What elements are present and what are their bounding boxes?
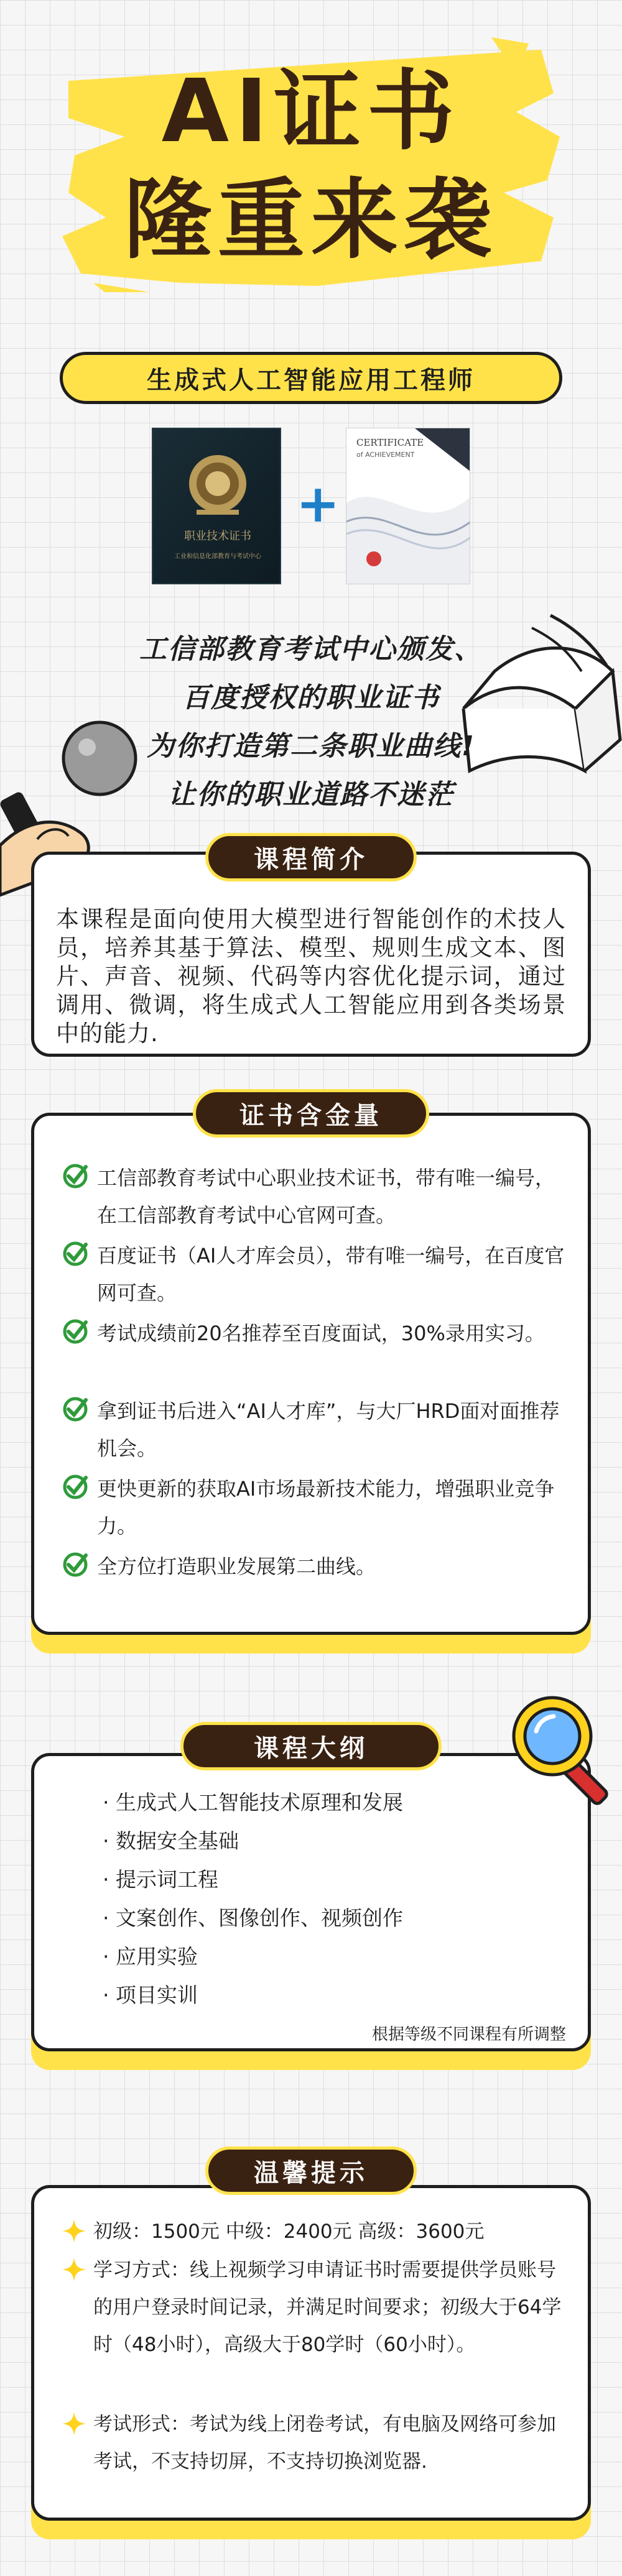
certificate-achievement-image xyxy=(346,428,470,584)
check-icon xyxy=(62,1318,88,1345)
hero-title-line1: AI证书 xyxy=(161,61,461,162)
outline-item: · 文案创作、图像创作、视频创作 xyxy=(103,1906,403,1930)
certificate-cover-image xyxy=(152,428,281,584)
tips-header: 温馨提示 xyxy=(205,2146,417,2195)
subtitle-pill: 生成式人工智能应用工程师 xyxy=(60,352,562,404)
star-icon xyxy=(62,2258,86,2281)
check-icon xyxy=(62,1241,88,1267)
check-icon xyxy=(62,1552,88,1578)
tagline-line-3: 为你打造第二条职业曲线! xyxy=(146,730,476,762)
value-item-text: 考试成绩前20名推荐至百度面试，30%录用实习。 xyxy=(97,1322,545,1345)
intro-text: 本课程是面向使用大模型进行智能创作的术技人员，培养其基于算法、模型、规则生成文本、图片、声音、视频、代码等内容优化提示词，通过调用、微调，将生成式人工智能应用到各类场景中的能力. xyxy=(56,906,566,1047)
tagline-line-4: 让你的职业道路不迷茫 xyxy=(168,779,454,811)
outline-header: 课程大纲 xyxy=(180,1722,442,1770)
value-item-text: 拿到证书后进入“AI人才库”，与大厂HRD面对面推荐机会。 xyxy=(97,1399,560,1460)
certificate-right-sub: of ACHIEVEMENT xyxy=(356,451,415,459)
outline-item: · 数据安全基础 xyxy=(103,1829,239,1853)
check-icon xyxy=(62,1163,88,1189)
outline-item: · 提示词工程 xyxy=(103,1867,218,1892)
value-item-text: 更快更新的获取AI市场最新技术能力，增强职业竞争力。 xyxy=(97,1477,555,1538)
value-item-text: 全方位打造职业发展第二曲线。 xyxy=(97,1555,376,1578)
outline-note: 根据等级不同课程有所调整 xyxy=(371,2025,566,2044)
tip-item-text: 学习方式：线上视频学习申请证书时需要提供学员账号的用户登录时间记录，并满足时间要求；初级大于64学时（48小时），高级大于80学时（60小时）。 xyxy=(93,2259,562,2356)
value-item-text: 工信部教育考试中心职业技术证书，带有唯一编号，在工信部教育考试中心官网可查。 xyxy=(97,1166,555,1227)
certificate-emblem-icon xyxy=(153,429,282,586)
value-header: 证书含金量 xyxy=(193,1089,429,1138)
star-icon xyxy=(62,2412,86,2436)
outline-item: · 项目实训 xyxy=(103,1983,198,2007)
certificate-left-title: 职业技术证书 xyxy=(184,530,251,543)
plus-icon: + xyxy=(296,473,340,534)
intro-header: 课程简介 xyxy=(205,833,417,881)
certificate-right-title: CERTIFICATE xyxy=(356,437,424,448)
star-icon xyxy=(62,2219,86,2243)
hero-title-line2: 隆重来袭 xyxy=(124,170,498,271)
check-icon xyxy=(62,1396,88,1422)
tagline-line-2: 百度授权的职业证书 xyxy=(182,682,440,714)
outline-item: · 生成式人工智能技术原理和发展 xyxy=(103,1790,403,1815)
tagline-line-1: 工信部教育考试中心颁发、 xyxy=(139,633,483,665)
tip-item-text: 考试形式：考试为线上闭卷考试，有电脑及网络可参加考试，不支持切屏，不支持切换浏览器. xyxy=(93,2413,556,2473)
tip-item-text: 初级：1500元 中级：2400元 高级：3600元 xyxy=(93,2220,485,2243)
outline-item: · 应用实验 xyxy=(103,1944,198,1969)
value-item-text: 百度证书（AI人才库会员），带有唯一编号，在百度官网可查。 xyxy=(97,1244,565,1305)
certificate-left-issuer: 工业和信息化部教育与考试中心 xyxy=(174,553,261,560)
check-icon xyxy=(62,1474,88,1500)
magnifier-icon xyxy=(504,1688,622,1806)
